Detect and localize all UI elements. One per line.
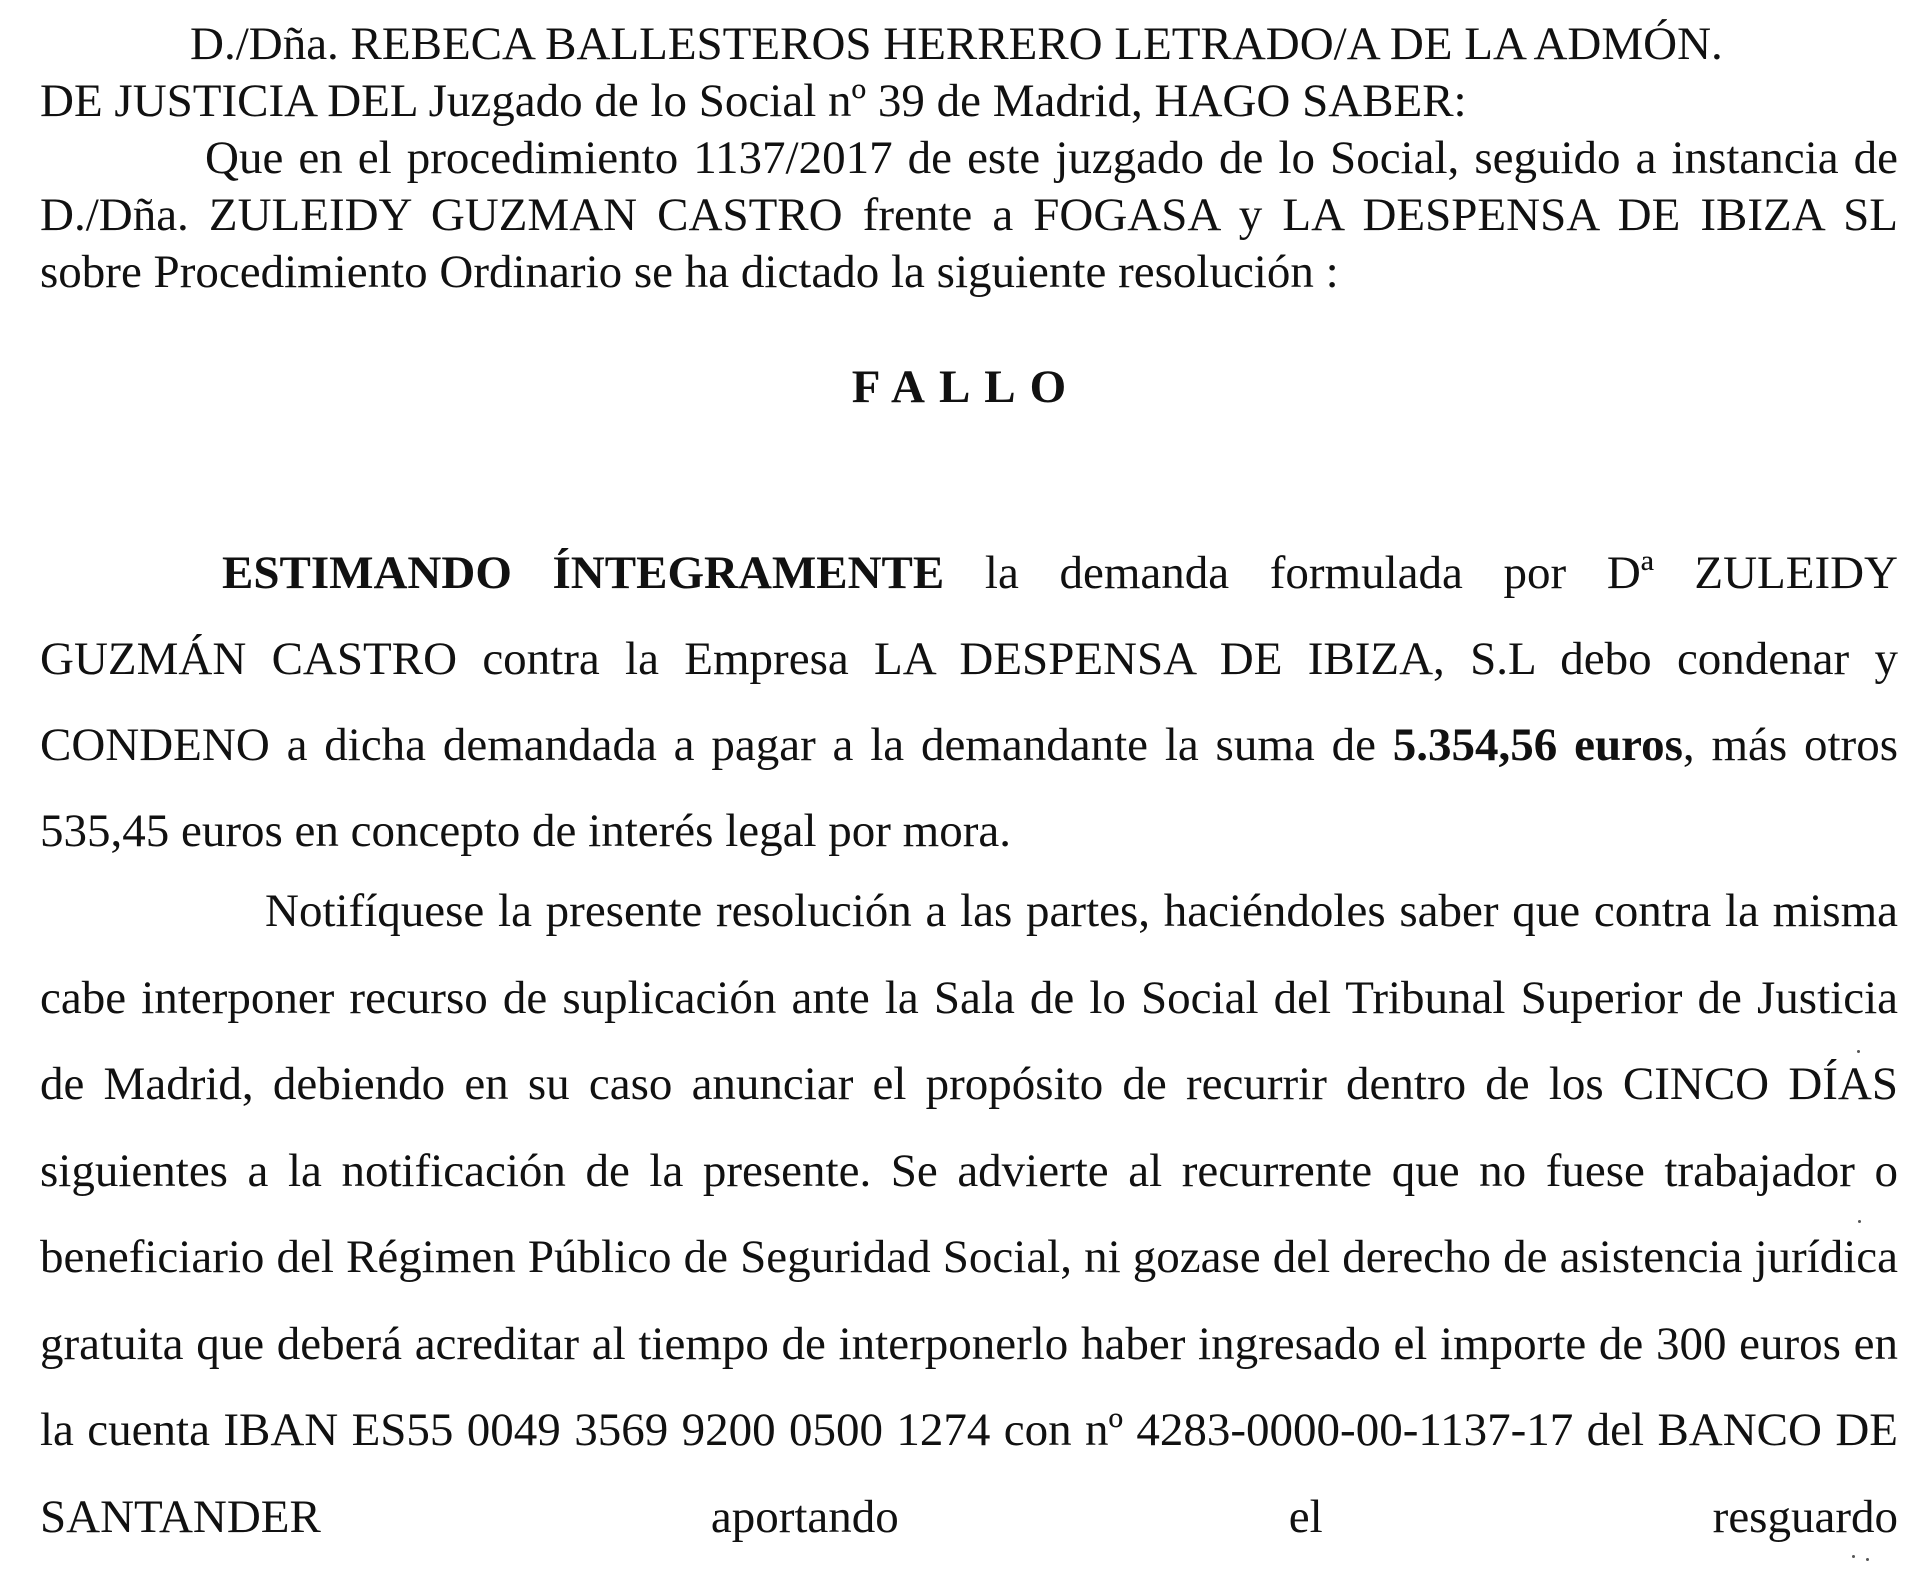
verdict-text-a: la demanda formulada por Dª ZULEIDY GUZMÁN CASTRO contra la Empresa LA DESPENSA DE IBIZA, S.L debo condenar y CONDENO a dicha demandada a pagar a la demandante la suma de — [40, 547, 1898, 771]
notification-section — [40, 868, 1898, 1560]
verdict-lead: ESTIMANDO ÍNTEGRAMENTE — [222, 547, 945, 599]
scan-speck — [1852, 1555, 1855, 1558]
header-section — [40, 16, 1898, 301]
header-paragraph: Que en el procedimiento 1137/2017 de este juzgado de lo Social, seguido a instancia de D./Dña. ZULEIDY GUZMAN CASTRO frente a FOGASA y LA DESPENSA DE IBIZA SL sobre Procedimiento Ordinario se ha dictado la siguiente resolución : — [40, 132, 1898, 298]
scan-speck — [1857, 1050, 1860, 1053]
scan-speck — [1858, 1220, 1861, 1223]
notification-paragraph: Notifíquese la presente resolución a las partes, haciéndoles saber que contra la misma cabe interponer recurso de suplicación ante la Sala de lo Social del Tribunal Superior de Justicia de Madrid, debiendo en su caso anunciar el propósito de recurrir dentro de los CINCO DÍAS siguientes a la notificación de la presente. Se advierte al recurrente que no fuese trabajador o beneficiario del Régimen Público de Seguridad Social, ni gozase del derecho de asistencia jurídica gratuita que deberá acreditar al tiempo de interponerlo haber ingresado el importe de 300 euros en la cuenta IBAN ES55 0049 3569 9200 0500 1274 con nº 4283-0000-00-1137-17 del BANCO DE SANTANDER aportando el resguardo — [40, 885, 1898, 1543]
verdict-amount: 5.354,56 euros — [1392, 719, 1683, 771]
verdict-paragraph — [40, 530, 1898, 874]
section-title: FALLO — [851, 361, 1081, 413]
scan-speck — [1866, 1558, 1869, 1561]
verdict-text-b: , más otros 535,45 euros en concepto de interés legal por mora. — [40, 719, 1898, 857]
header-line-1: D./Dña. REBECA BALLESTEROS HERRERO LETRADO/A DE LA ADMÓN. — [190, 18, 1723, 70]
header-line-2: DE JUSTICIA DEL Juzgado de lo Social nº 39 de Madrid, HAGO SABER: — [40, 75, 1467, 127]
verdict-section — [40, 530, 1898, 874]
